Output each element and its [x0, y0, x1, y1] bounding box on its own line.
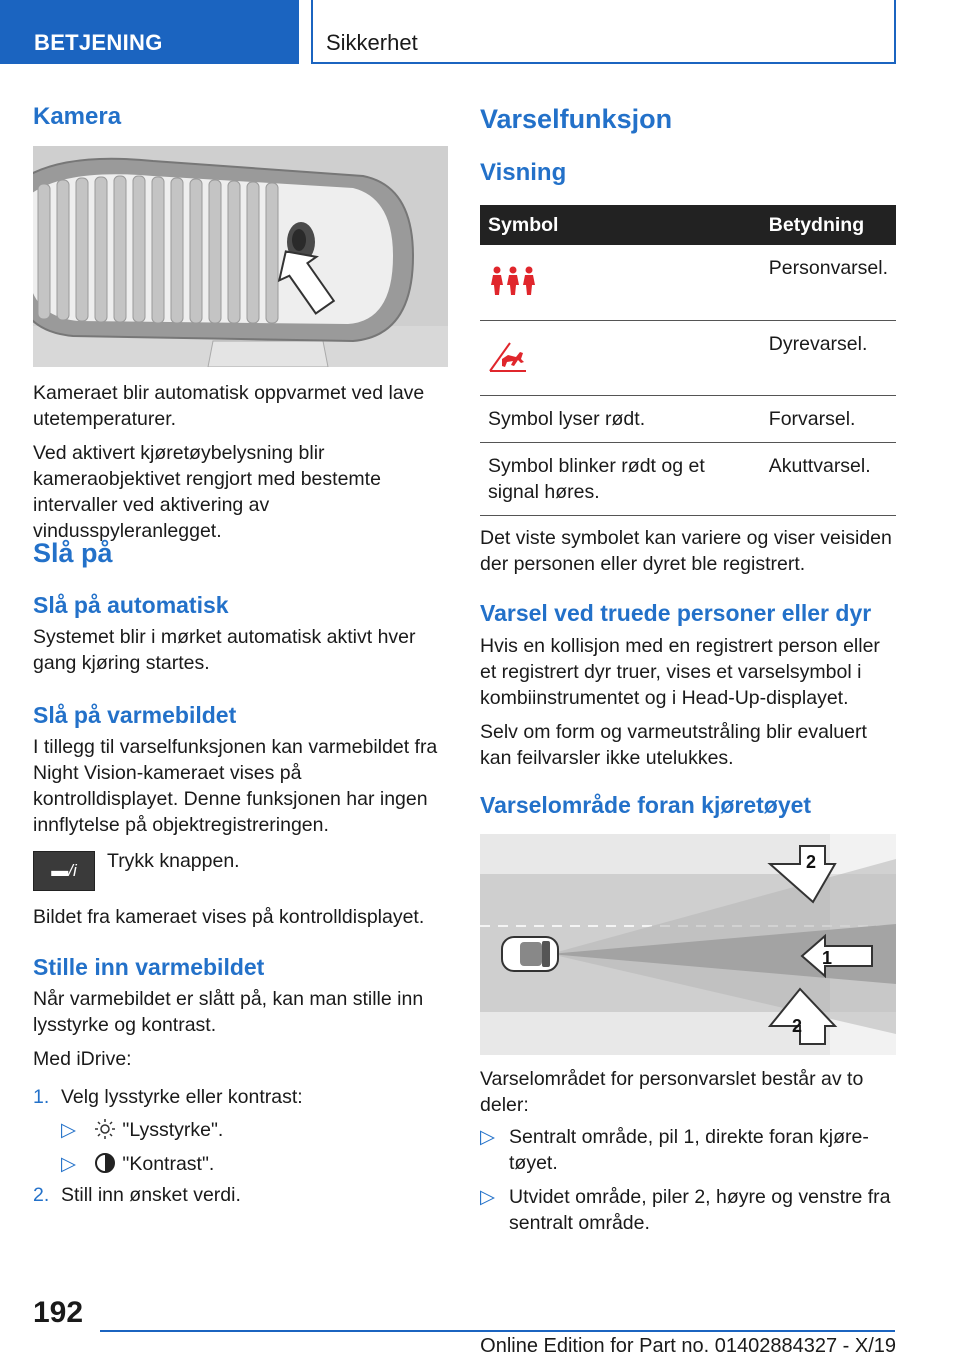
- night-vision-icon: ▬/i: [51, 861, 77, 880]
- step-text: Velg lysstyrke eller kontrast:: [61, 1086, 303, 1108]
- footer-rule: [100, 1330, 895, 1332]
- animal-warning-icon: [488, 341, 528, 373]
- varmebildet-heading: Slå på varmebildet: [33, 702, 237, 728]
- step-number: 2.: [33, 1184, 50, 1206]
- table-cell: Akuttvarsel.: [761, 442, 896, 515]
- truede-paragraph-1: Hvis en kollisjon med en registrert person eller et registrert dyr truer, vises et varselsymbol i kombiinstrumentet og i Head-Up-displayet.: [480, 635, 880, 709]
- truede-heading: Varsel ved truede personer eller dyr: [480, 600, 872, 626]
- truede-paragraph-2: Selv om form og varmeutstråling blir evaluert kan feilvarsler ikke utelukkes.: [480, 721, 867, 769]
- auto-heading: Slå på automatisk: [33, 592, 229, 618]
- symbol-table: [480, 205, 896, 516]
- table-row: [480, 442, 896, 515]
- arrow-2b-label: 2: [792, 1016, 803, 1036]
- arrow-2a-label: 2: [806, 852, 817, 872]
- step-number: 1.: [33, 1086, 50, 1108]
- table-header: Symbol: [480, 205, 761, 245]
- page-number: 192: [33, 1296, 84, 1329]
- table-row: [480, 320, 896, 395]
- table-header: Betydning: [761, 205, 896, 245]
- table-cell: Forvarsel.: [761, 395, 896, 442]
- det-viste-paragraph: Det viste symbolet kan variere og viser veisiden der personen eller dyret ble registrert.: [480, 527, 892, 575]
- list-item: Sentralt område, pil 1, direkte foran kjøretøyet.: [509, 1126, 869, 1174]
- auto-paragraph: Systemet blir i mørket automatisk aktivt hver gang kjøring startes.: [33, 626, 416, 674]
- sub-bullet: ▷: [61, 1119, 76, 1141]
- stille-paragraph: Når varmebildet er slått på, kan man stille inn lysstyrke og kontrast.: [33, 988, 424, 1036]
- visning-heading: Visning: [480, 159, 567, 186]
- bildet-paragraph: Bildet fra kameraet vises på kontrolldisplayet.: [33, 906, 425, 928]
- list-bullet: ▷: [480, 1126, 495, 1148]
- header-chapter: Sikkerhet: [311, 0, 896, 64]
- idrive-text: Med iDrive:: [33, 1048, 132, 1070]
- sub-bullet: ▷: [61, 1153, 76, 1175]
- sub-item-text: "Lysstyrke".: [122, 1119, 224, 1141]
- step-text: Still inn ønsket verdi.: [61, 1184, 241, 1206]
- edition-text: Online Edition for Part no. 01402884327 - X/19: [480, 1335, 896, 1357]
- table-cell: Symbol lyser rødt.: [480, 395, 761, 442]
- warning-area-diagram: [480, 834, 896, 1055]
- varselfunksjon-heading: Varselfunksjon: [480, 104, 673, 134]
- table-row: [480, 245, 896, 320]
- kamera-paragraph-1: Kameraet blir automatisk oppvarmet ved lave utetemperaturer.: [33, 382, 425, 430]
- table-cell: Symbol blinker rødt og et signal høres.: [480, 442, 761, 515]
- list-item: Utvidet område, piler 2, høyre og venstre fra sentralt område.: [509, 1186, 891, 1234]
- header-section: BETJENING: [0, 0, 299, 64]
- arrow-1-label: 1: [822, 948, 833, 968]
- car-icon: [502, 937, 558, 971]
- kamera-paragraph-2: Ved aktivert kjøretøybelysning blir kameraobjektivet rengjort med bestemte intervaller ved aktivering av vindusspyleranlegget.: [33, 442, 381, 542]
- table-cell: Dyrevarsel.: [761, 320, 896, 395]
- night-vision-button[interactable]: [33, 851, 95, 891]
- list-bullet: ▷: [480, 1186, 495, 1208]
- contrast-icon: [94, 1152, 116, 1174]
- kamera-heading: Kamera: [33, 103, 122, 130]
- camera-grille-illustration: [33, 146, 448, 367]
- stille-heading: Stille inn varmebildet: [33, 954, 265, 980]
- table-cell: Personvarsel.: [761, 245, 896, 320]
- footer-edition: [420, 1335, 896, 1358]
- brightness-icon: [94, 1118, 116, 1140]
- omrade-heading: Varselområde foran kjøretøyet: [480, 792, 812, 818]
- sla-pa-heading: Slå på: [33, 538, 113, 568]
- table-row: [480, 395, 896, 442]
- person-warning-icon: [488, 265, 538, 297]
- omrade-paragraph: Varselområdet for personvarslet består av to deler:: [480, 1068, 864, 1116]
- sub-item-text: "Kontrast".: [122, 1153, 215, 1175]
- varmebildet-paragraph: I tillegg til varselfunksjonen kan varmebildet fra Night Vision-kameraet vises på kontrolldisplayet. Denne funksjonen har ingen innflytelse på objektregistreringen.: [33, 736, 438, 836]
- press-button-text: Trykk knappen.: [107, 850, 240, 872]
